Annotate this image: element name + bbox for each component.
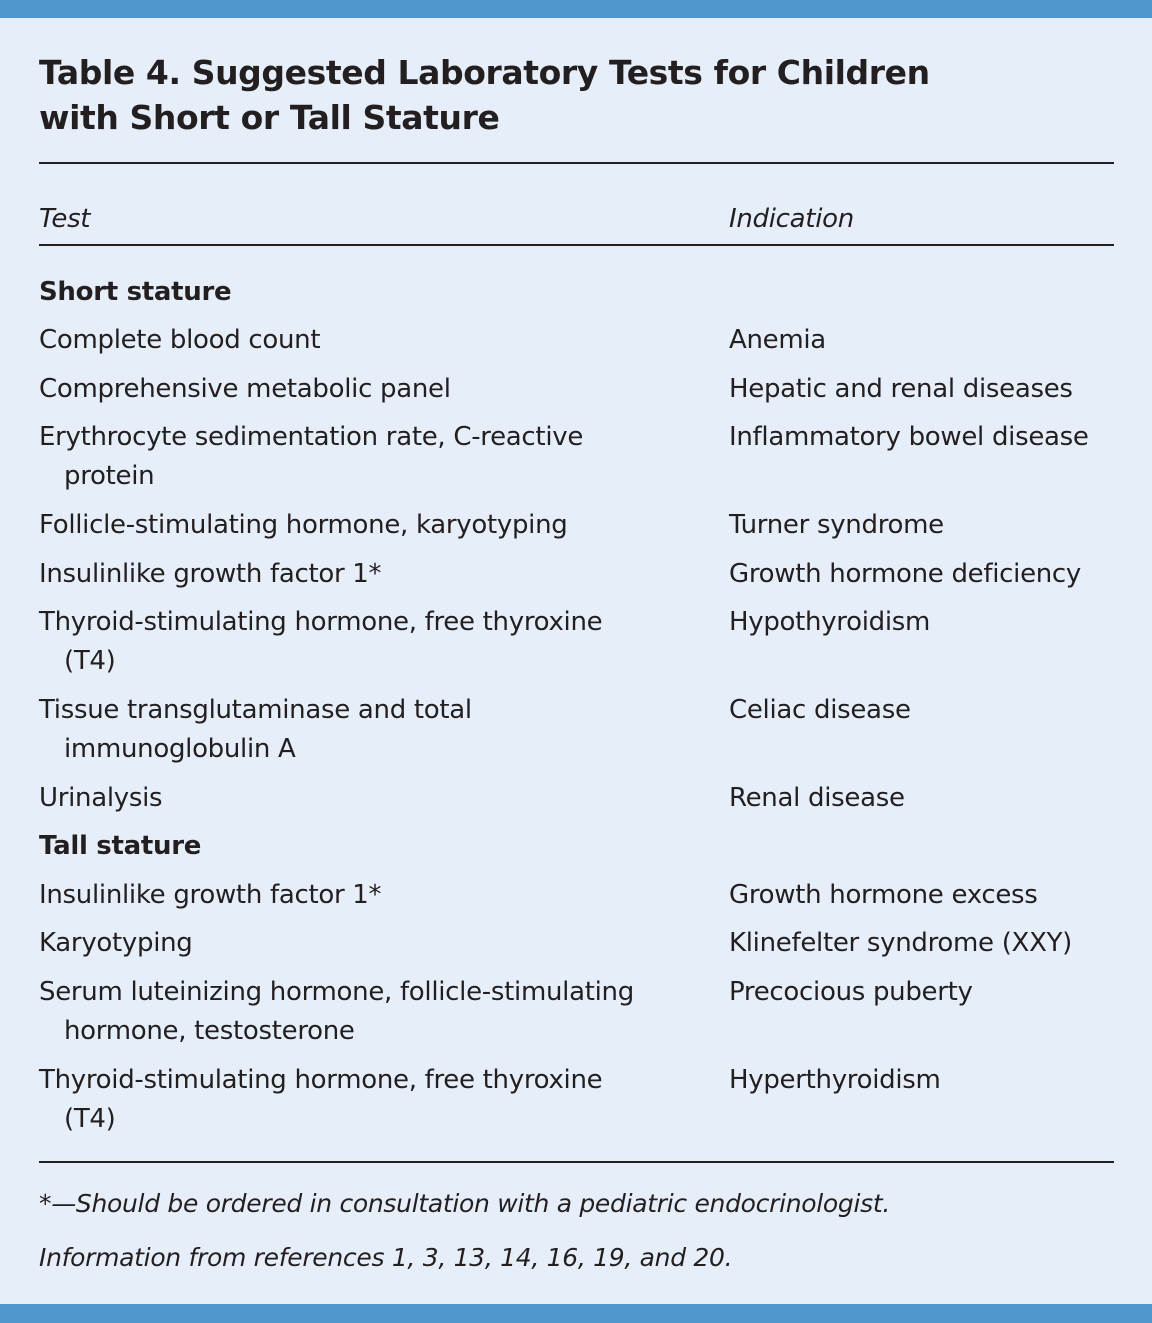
table-row-test [39,691,472,769]
test-line: Comprehensive metabolic panel [39,374,451,404]
table-row-indication: Hepatic and renal diseases [729,374,1073,404]
table-row-test [39,506,567,545]
test-line: Serum luteinizing hormone, follicle-stimulating [39,977,634,1007]
test-line: Erythrocyte sedimentation rate, C-reactive [39,422,584,452]
table-row-indication: Hyperthyroidism [729,1065,941,1095]
table-row-test [39,779,162,818]
test-line-continuation: immunoglobulin A [64,734,296,764]
table-row-indication: Precocious puberty [729,977,973,1007]
table-title-line-2: with Short or Tall Stature [39,98,500,137]
footnote-asterisk: *—Should be ordered in consultation with a pediatric endocrinologist. [39,1189,890,1218]
test-line-continuation: (T4) [64,646,116,676]
table-row-test [39,418,583,496]
table-row-test [39,876,381,915]
bottom-accent-band [0,1304,1152,1323]
footnote-source: Information from references 1, 3, 13, 14, 16, 19, and 20. [39,1243,733,1272]
group-label-tall-stature: Tall stature [39,831,202,861]
test-line: Thyroid-stimulating hormone, free thyroxine [39,1065,603,1095]
top-accent-band [0,0,1152,18]
table-row-indication: Inflammatory bowel disease [729,422,1089,452]
group-label-short-stature: Short stature [39,277,232,307]
table-row-indication: Celiac disease [729,695,911,725]
table-row-test [39,603,602,681]
table-row-indication: Growth hormone deficiency [729,559,1082,589]
table-row-indication: Anemia [729,325,826,355]
test-line: Insulinlike growth factor 1* [39,559,382,589]
table-row-test [39,555,381,594]
test-line: Karyotyping [39,928,193,958]
test-line-continuation: (T4) [64,1104,116,1134]
table-row-indication: Growth hormone excess [729,880,1038,910]
test-line: Follicle-stimulating hormone, karyotyping [39,510,568,540]
test-line: Urinalysis [39,783,163,813]
table-title-line-1: Table 4. Suggested Laboratory Tests for Children [39,53,930,92]
table-row-test [39,370,451,409]
table-row-test [39,321,320,360]
table-row-indication: Turner syndrome [729,510,944,540]
test-line-continuation: protein [64,461,155,491]
column-header-indication: Indication [729,204,854,234]
test-line: Complete blood count [39,325,321,355]
top-rule [39,162,1114,164]
table-title [39,50,1039,140]
header-rule [39,244,1114,246]
table-row-test [39,1061,602,1139]
column-header-test: Test [39,204,91,234]
test-line: Tissue transglutaminase and total [39,695,472,725]
test-line: Thyroid-stimulating hormone, free thyroxine [39,607,603,637]
table-row-test [39,924,193,963]
bottom-rule [39,1161,1114,1163]
test-line: Insulinlike growth factor 1* [39,880,382,910]
table-row-indication: Klinefelter syndrome (XXY) [729,928,1073,958]
table-row-test [39,973,634,1051]
table-row-indication: Hypothyroidism [729,607,931,637]
table-row-indication: Renal disease [729,783,905,813]
test-line-continuation: hormone, testosterone [64,1016,355,1046]
